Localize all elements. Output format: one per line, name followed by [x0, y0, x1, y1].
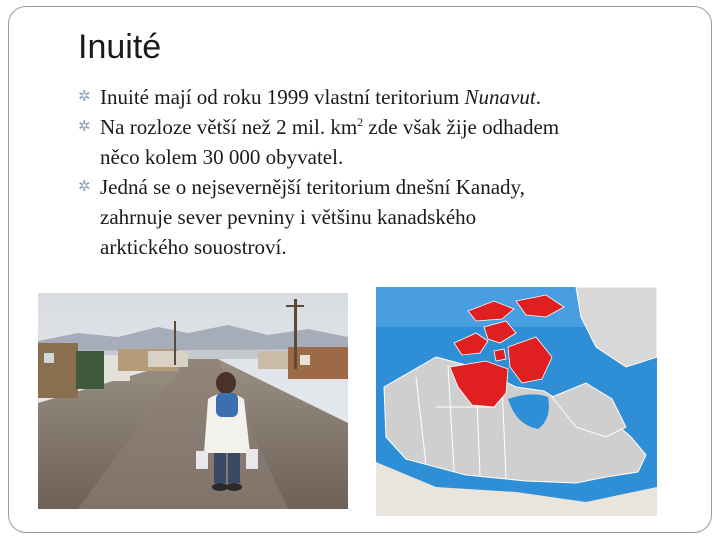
- bullet-icon: ✲: [78, 119, 91, 135]
- bullet-text: arktického souostroví.: [100, 235, 287, 259]
- village-road-photo: [38, 293, 348, 509]
- bullet-list: [78, 82, 688, 262]
- bullet-text: Inuité mají od roku 1999 vlastní teritorium: [100, 85, 465, 109]
- canada-nunavut-map: [376, 287, 657, 516]
- bullet-text: Na rozloze větší než 2 mil. km: [100, 115, 358, 139]
- bullet-item: [78, 82, 688, 112]
- bullet-item: [78, 112, 688, 172]
- superscript: 2: [357, 115, 364, 129]
- bullet-text: zahrnuje sever pevniny i většinu kanadského: [100, 205, 477, 229]
- bullet-emphasis: Nunavut: [464, 85, 536, 109]
- bullet-text: Jedná se o nejsevernější teritorium dnešní Kanady,: [100, 175, 525, 199]
- bullet-icon: ✲: [78, 179, 91, 195]
- bullet-icon: ✲: [78, 89, 91, 105]
- slide-title: Inuité: [78, 28, 162, 66]
- bullet-text: něco kolem 30 000 obyvatel.: [100, 145, 344, 169]
- bullet-item: [78, 172, 688, 262]
- bullet-text: .: [535, 85, 541, 109]
- bullet-text: zde však žije odhadem: [363, 115, 560, 139]
